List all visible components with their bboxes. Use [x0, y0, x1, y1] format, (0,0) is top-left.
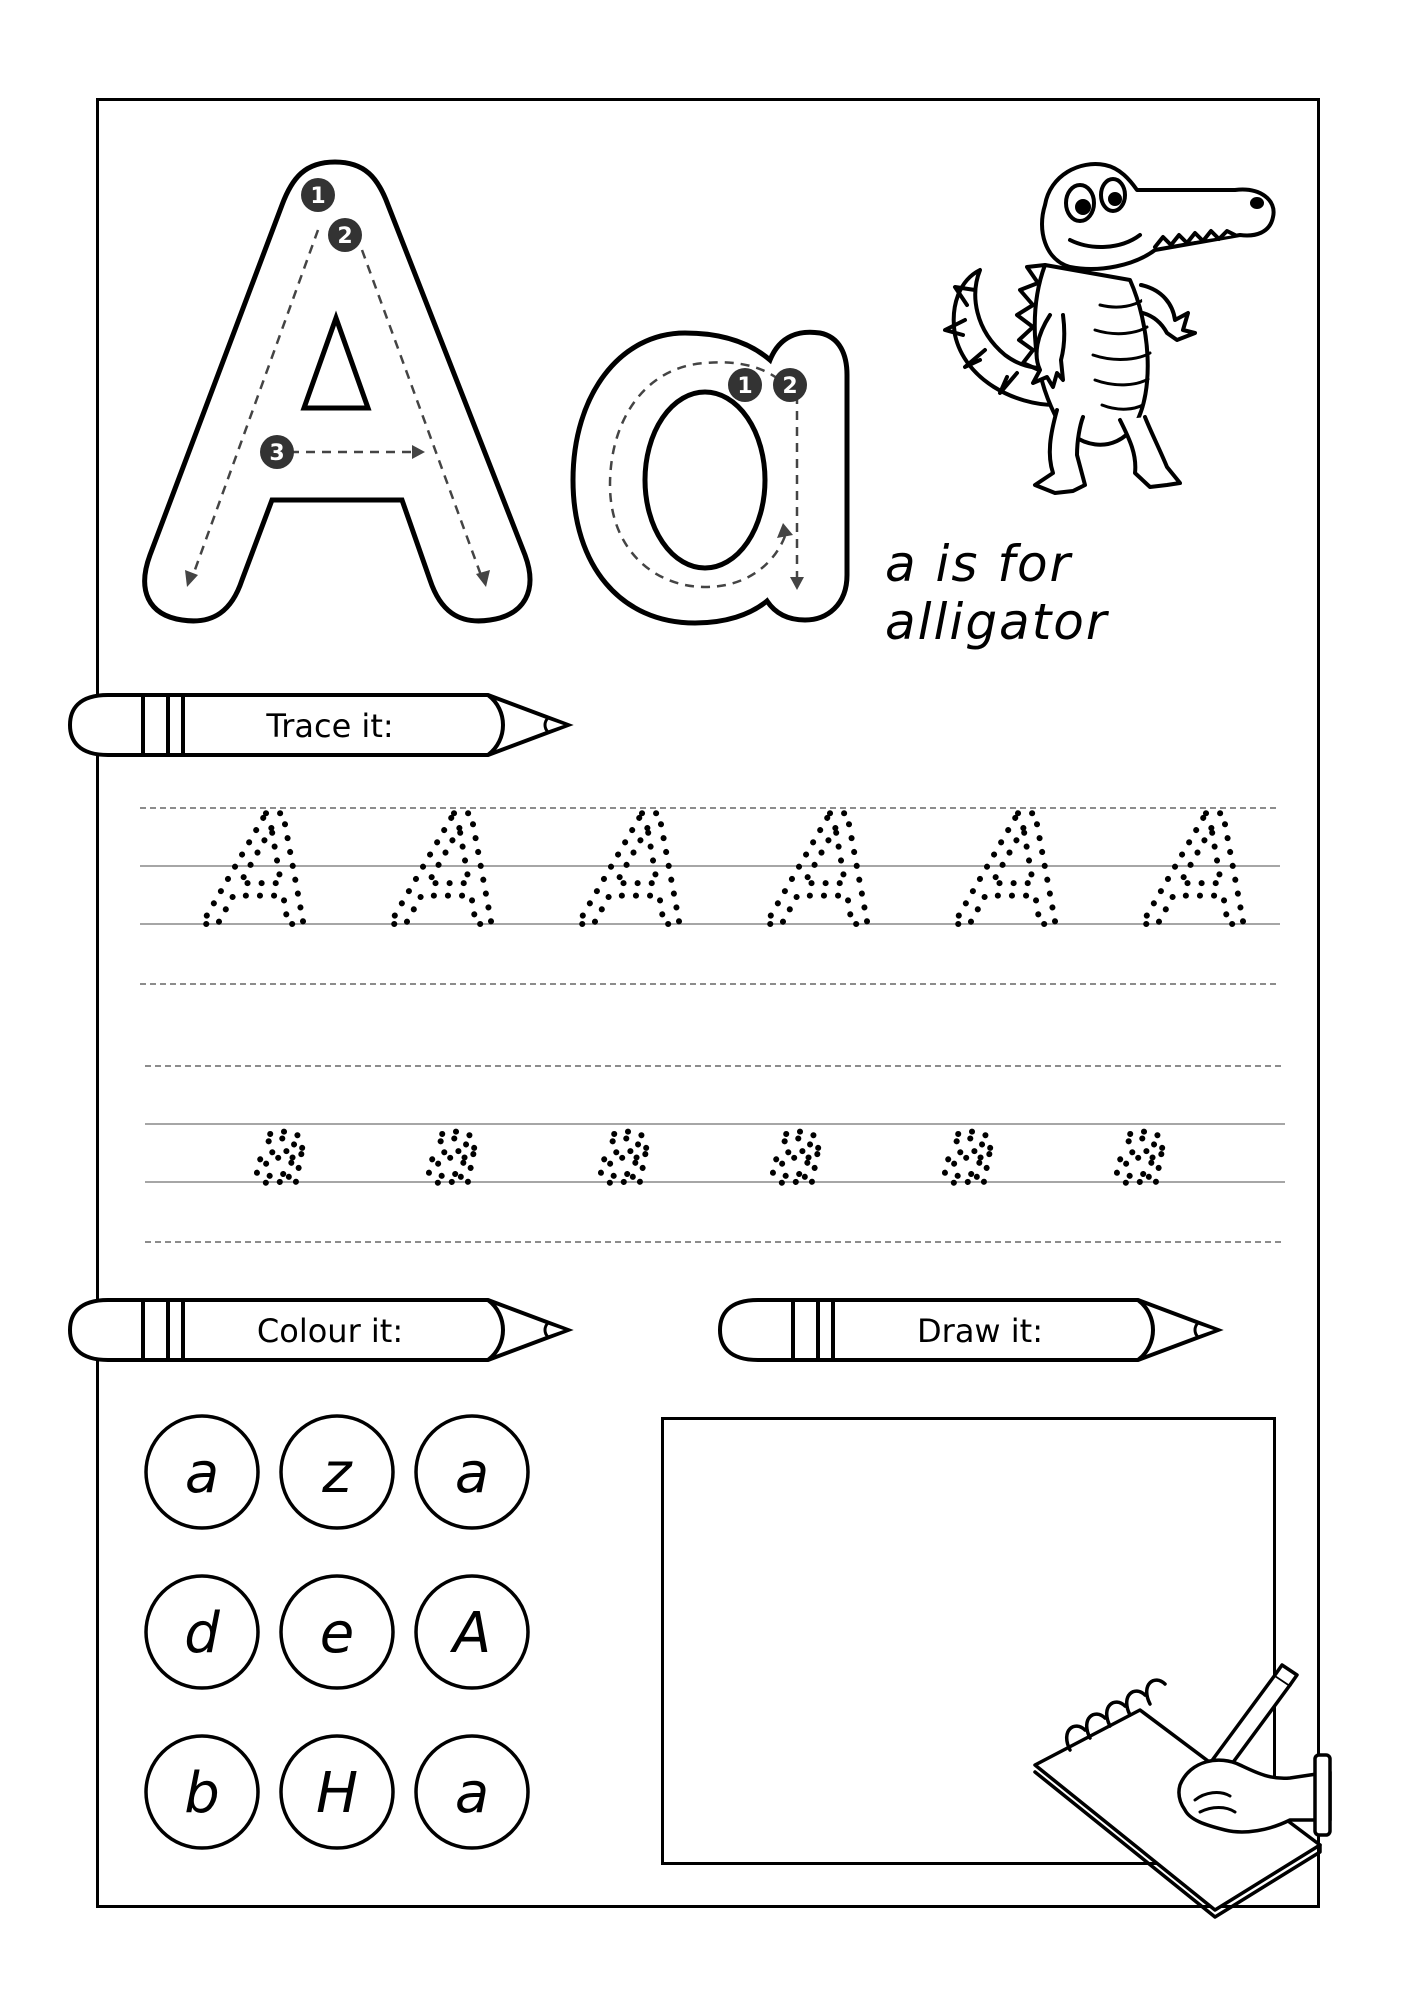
trace-letter-a: a	[941, 1099, 997, 1204]
uppercase-letter-outline	[140, 150, 540, 630]
circle-letter[interactable]: b	[184, 1761, 220, 1826]
svg-text:2: 2	[337, 224, 353, 249]
trace-it-pencil-banner	[68, 690, 578, 760]
svg-text:1: 1	[737, 374, 753, 399]
hand-writing-notebook-icon	[1030, 1660, 1330, 1920]
trace-uppercase-row	[140, 783, 1280, 990]
circle-letter[interactable]: a	[454, 1761, 490, 1826]
trace-it-label: Trace it:	[266, 707, 394, 745]
alligator-icon	[905, 155, 1285, 515]
draw-it-pencil-banner	[718, 1295, 1228, 1365]
trace-letter-a: a	[425, 1099, 481, 1204]
trace-letter-A: A	[1150, 783, 1254, 960]
colour-it-circles	[145, 1415, 535, 1826]
trace-letter-A: A	[586, 783, 690, 960]
trace-letter-A: A	[774, 783, 878, 960]
svg-text:3: 3	[269, 441, 285, 466]
draw-it-label: Draw it:	[917, 1312, 1043, 1350]
circle-letter[interactable]: e	[319, 1601, 355, 1666]
trace-letter-a: a	[1113, 1099, 1169, 1204]
trace-letter-a: a	[597, 1099, 653, 1204]
circle-letter[interactable]: d	[184, 1601, 220, 1666]
svg-text:1: 1	[310, 184, 326, 209]
step-2-badge	[328, 218, 362, 252]
trace-letter-A: A	[398, 783, 502, 960]
trace-lowercase-row	[145, 1058, 1285, 1248]
circle-letter[interactable]: H	[315, 1761, 359, 1826]
step-1-badge	[728, 368, 762, 402]
svg-text:2: 2	[782, 374, 798, 399]
trace-letter-a: a	[769, 1099, 825, 1204]
trace-letter-A: A	[210, 783, 314, 960]
step-3-badge	[260, 435, 294, 469]
circle-letter[interactable]: a	[184, 1441, 220, 1506]
alligator-caption: a is for alligator	[885, 535, 1109, 651]
lowercase-letter-outline	[565, 325, 845, 625]
trace-letter-a: a	[253, 1099, 309, 1204]
circle-letter[interactable]: a	[454, 1441, 490, 1506]
step-2-badge	[773, 368, 807, 402]
colour-it-label: Colour it:	[256, 1312, 404, 1350]
trace-letter-A: A	[962, 783, 1066, 960]
step-1-badge	[301, 178, 335, 212]
colour-it-pencil-banner	[68, 1295, 578, 1365]
circle-letter[interactable]: A	[452, 1601, 492, 1666]
circle-letter[interactable]: z	[322, 1441, 352, 1506]
